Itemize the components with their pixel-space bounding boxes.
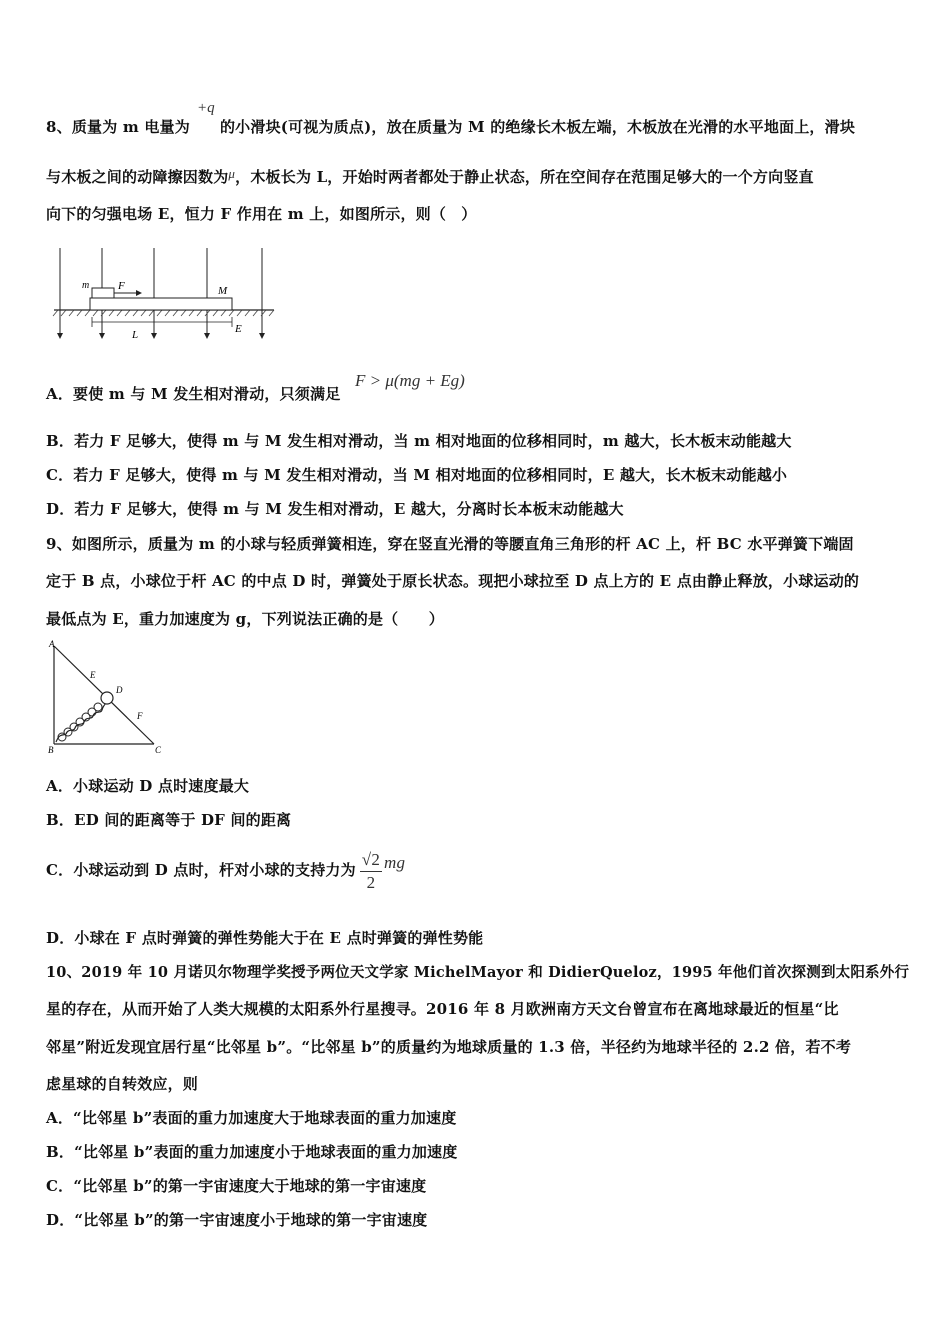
label-m: m (82, 280, 90, 291)
label-D: D (116, 685, 123, 695)
label-L: L (132, 329, 139, 341)
label-B: B (48, 745, 54, 755)
q8-line2-start: 与木板之间的动障擦因数为 (46, 168, 229, 186)
q8-line2-end: ，木板长为 L，开始时两者都处于静止状态，所在空间存在范围足够大的一个方向竖直 (235, 168, 814, 186)
q8-option-a (46, 383, 340, 404)
q10-line4: 虑星球的自转效应，则 (46, 1075, 199, 1093)
q10-option-c: C．“比邻星 b”的第一宇宙速度大于地球的第一宇宙速度 (46, 1177, 427, 1195)
q10-line3: 邻星”附近发现宜居行星“比邻星 b”。“比邻星 b”的质量约为地球质量的 1.3 倍，半径约为地球半径的 2.2 倍，若不考 (46, 1038, 852, 1056)
q8-line2 (46, 166, 814, 187)
fraction-numerator: √2 (360, 850, 382, 872)
q10-line2: 星的存在，从而开始了人类大规模的太阳系外行星搜寻。2016 年 8 月欧洲南方天文台曾宣布在离地球最近的恒星“比 (46, 1000, 839, 1018)
q10-line1: 10、2019 年 10 月诺贝尔物理学奖授予两位天文学家 MichelMayor 和 DidierQueloz，1995 年他们首次探测到太阳系外行 (46, 964, 910, 981)
q8-option-d: D．若力 F 足够大，使得 m 与 M 发生相对滑动，E 越大，分离时长本板末动能越大 (46, 500, 624, 518)
mu-symbol: μ (228, 166, 236, 181)
q9-line3: 最低点为 E，重力加速度为 g，下列说法正确的是（ ） (46, 610, 444, 628)
label-M: M (218, 285, 228, 297)
q10-option-a: A．“比邻星 b”表面的重力加速度大于地球表面的重力加速度 (46, 1109, 457, 1127)
q10-option-b: B．“比邻星 b”表面的重力加速度小于地球表面的重力加速度 (46, 1143, 458, 1161)
q8-figure (52, 246, 278, 342)
q10-option-d: D．“比邻星 b”的第一宇宙速度小于地球的第一宇宙速度 (46, 1211, 428, 1229)
label-E2: E (90, 670, 96, 680)
label-E: E (235, 323, 242, 335)
mg-term: mg (384, 853, 406, 872)
q9-option-b: B．ED 间的距离等于 DF 间的距离 (46, 811, 292, 829)
q9-figure (44, 636, 170, 756)
fraction-denominator: 2 (366, 872, 376, 892)
label-A: A (49, 639, 55, 649)
sqrt2-over-2-fraction (360, 850, 382, 893)
label-F2: F (137, 711, 143, 721)
plus-q-symbol: +q (197, 100, 215, 116)
q8-option-a-formula: F > μ(mg + Eg) (355, 371, 465, 390)
q8-line1-start: 8、质量为 m 电量为 (46, 118, 190, 136)
q8-option-c: C．若力 F 足够大，使得 m 与 M 发生相对滑动，当 M 相对地面的位移相同时，E 越大，长木板末动能越小 (46, 466, 788, 484)
q8-option-b: B．若力 F 足够大，使得 m 与 M 发生相对滑动，当 m 相对地面的位移相同时，m 越大，长木板末动能越大 (46, 432, 792, 450)
q9-line2: 定于 B 点，小球位于杆 AC 的中点 D 时，弹簧处于原长状态。现把小球拉至 D 点上方的 E 点由静止释放，小球运动的 (46, 572, 860, 590)
q9-option-c-text: C．小球运动到 D 点时，杆对小球的支持力为 (46, 861, 356, 879)
label-F: F (118, 280, 125, 292)
q8-line1 (46, 116, 855, 137)
q8-line3: 向下的匀强电场 E，恒力 F 作用在 m 上，如图所示，则（ ） (46, 205, 477, 223)
q8-line1-end: 的小滑块(可视为质点)，放在质量为 M 的绝缘长木板左端，木板放在光滑的水平地面上，滑块 (219, 118, 856, 136)
q9-option-c (46, 843, 405, 898)
q9-line1: 9、如图所示，质量为 m 的小球与轻质弹簧相连，穿在竖直光滑的等腰直角三角形的杆 AC 上，杆 BC 水平弹簧下端固 (46, 535, 854, 553)
q8-option-a-text: A．要使 m 与 M 发生相对滑动，只须满足 (46, 385, 341, 403)
q9-option-d: D．小球在 F 点时弹簧的弹性势能大于在 E 点时弹簧的弹性势能 (46, 929, 484, 947)
q9-option-a: A．小球运动 D 点时速度最大 (46, 777, 250, 795)
label-C: C (155, 745, 162, 755)
